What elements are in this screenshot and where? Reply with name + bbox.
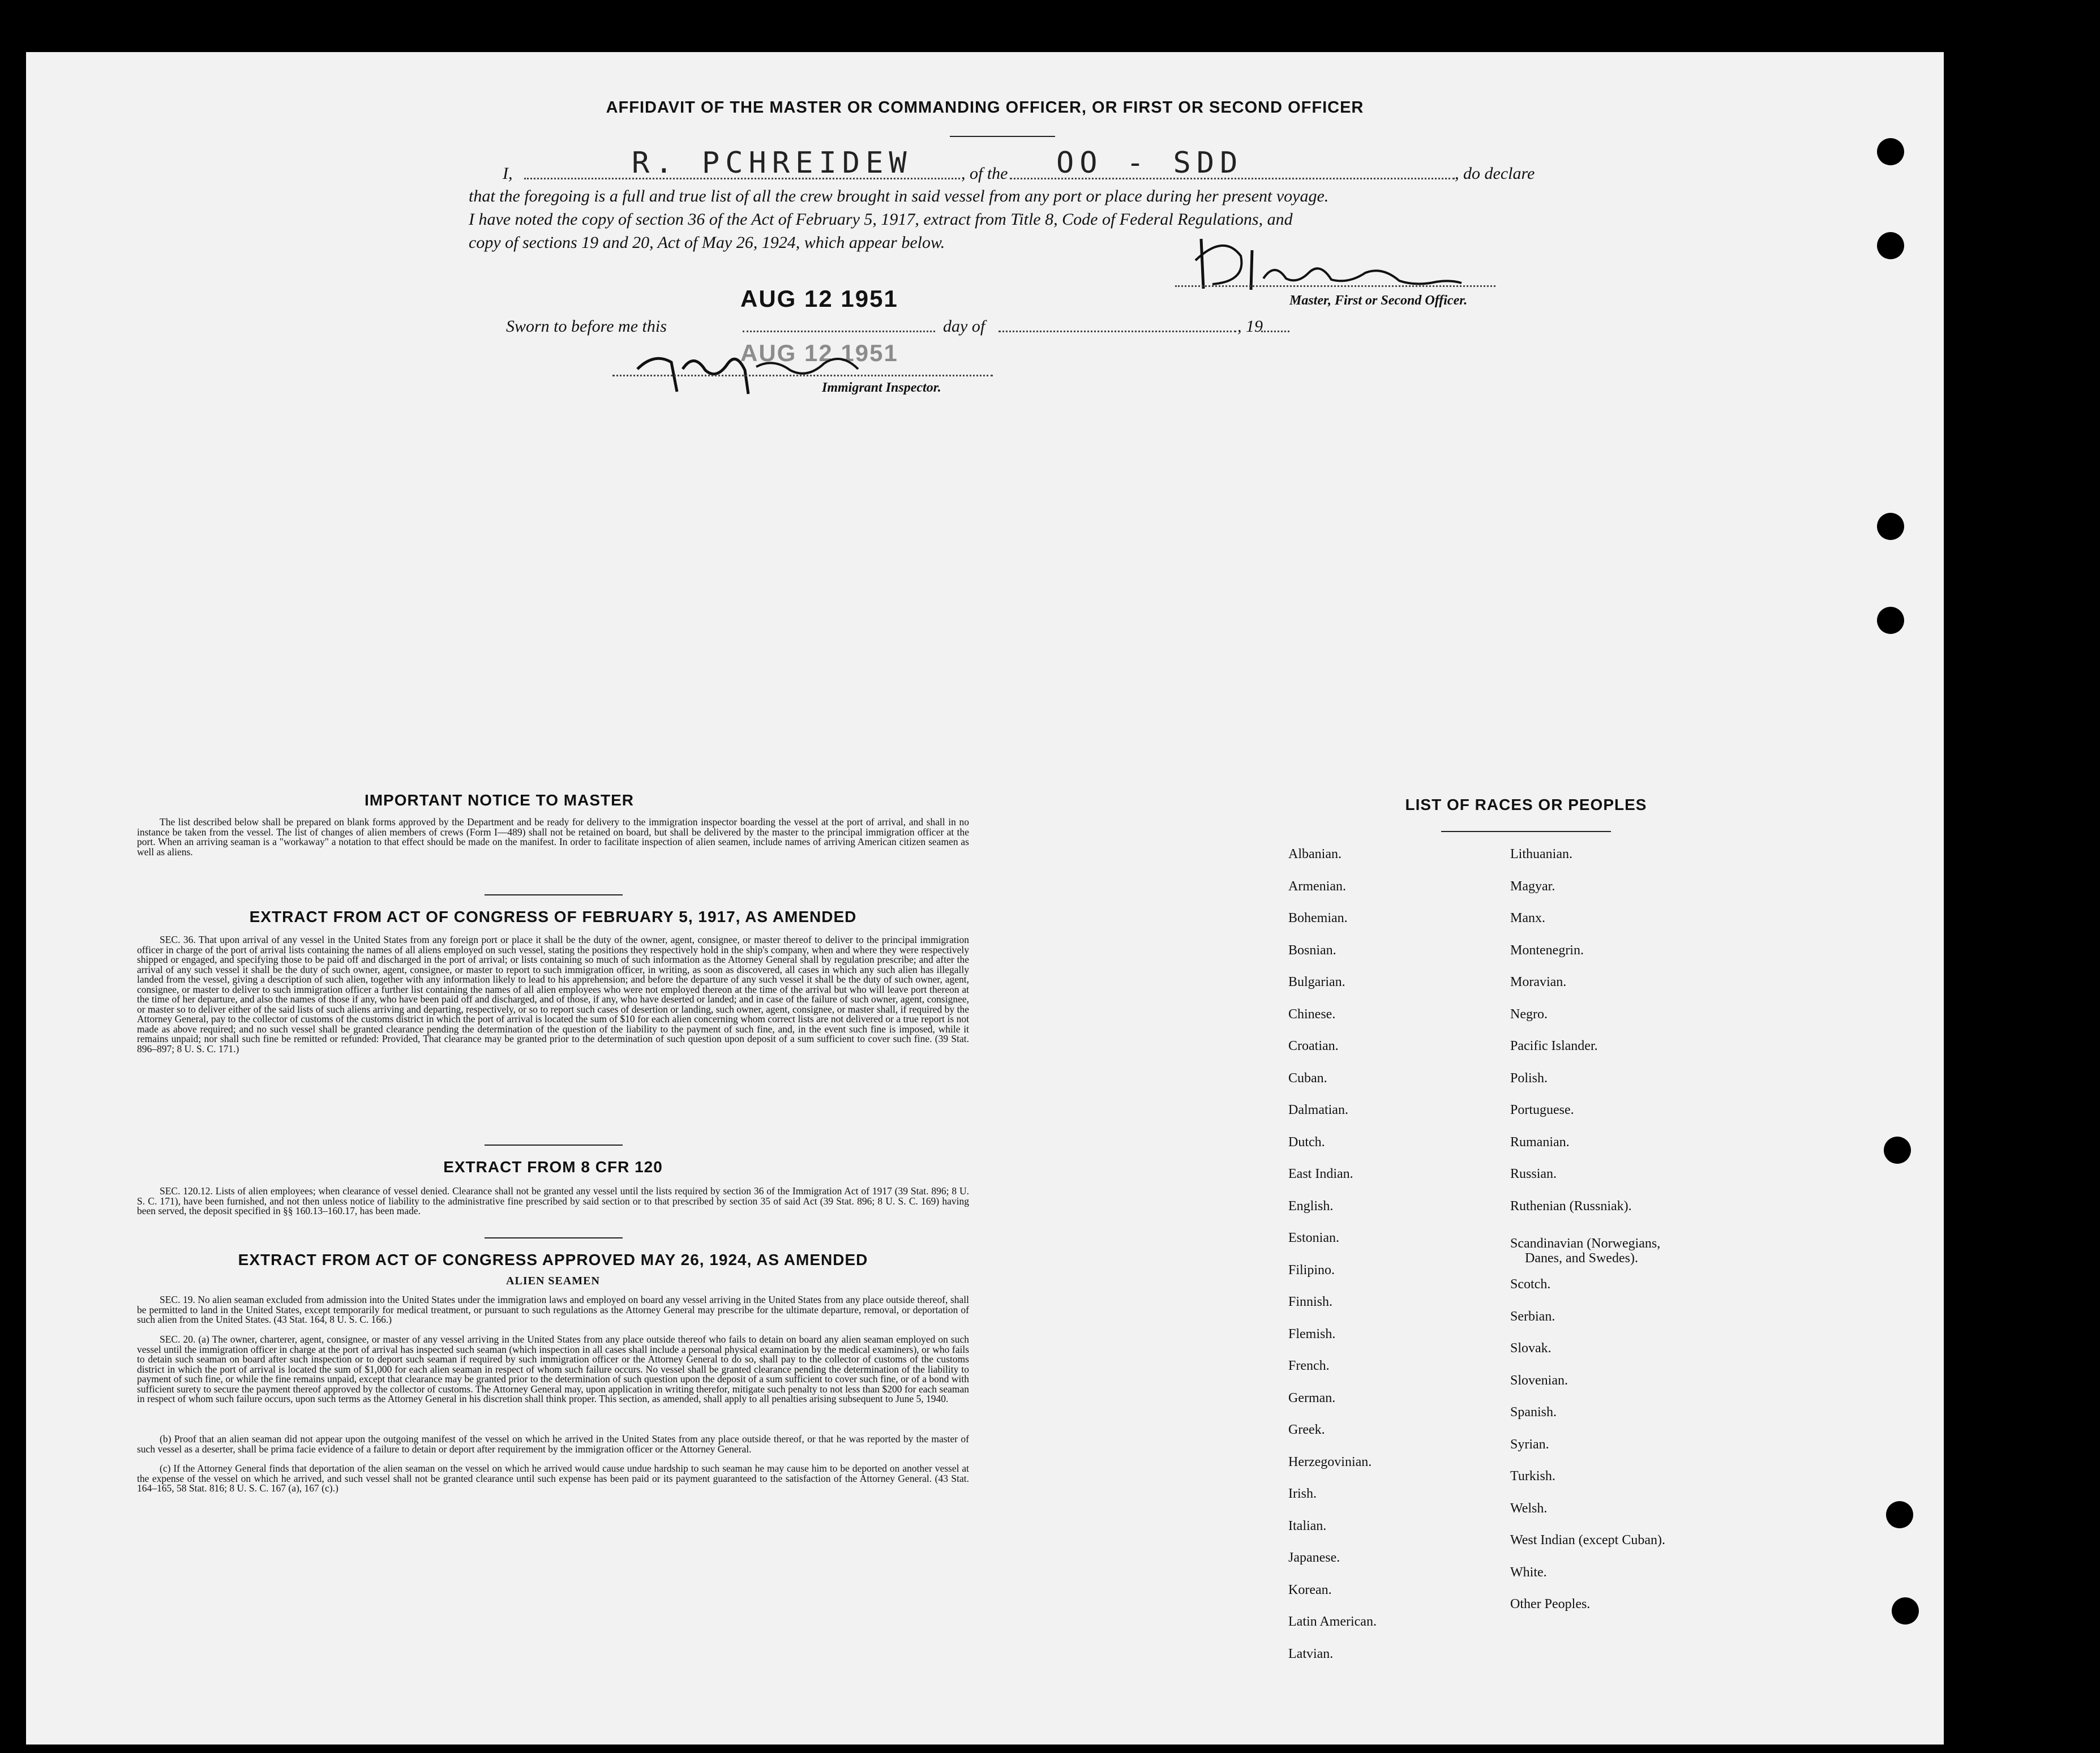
- race-item: Greek.: [1288, 1422, 1325, 1437]
- race-item: Ruthenian (Russniak).: [1510, 1198, 1632, 1214]
- sworn-day-line: [743, 331, 935, 332]
- punch-hole: [1877, 513, 1904, 540]
- extract-1924-subtitle: ALIEN SEAMEN: [506, 1275, 600, 1287]
- vessel-name: OO - SDD: [1056, 146, 1244, 180]
- race-item: Serbian.: [1510, 1309, 1555, 1324]
- races-rule: [1441, 831, 1611, 832]
- race-item: Bosnian.: [1288, 942, 1336, 958]
- punch-hole: [1884, 1137, 1911, 1164]
- inspector-signature-line: [612, 375, 993, 376]
- races-right-column: [1510, 847, 1665, 1629]
- race-item: English.: [1288, 1198, 1334, 1214]
- race-item: Albanian.: [1288, 847, 1342, 862]
- race-item: Filipino.: [1288, 1262, 1335, 1278]
- race-item: Latvian.: [1288, 1646, 1334, 1661]
- race-item: Dalmatian.: [1288, 1103, 1348, 1117]
- race-item: Herzegovinian.: [1288, 1454, 1372, 1469]
- of-the-label: , of the: [961, 164, 1008, 183]
- i-label: I,: [503, 164, 513, 183]
- master-signature-line: [1175, 285, 1495, 287]
- race-item: Japanese.: [1288, 1550, 1340, 1565]
- punch-hole: [1877, 138, 1904, 165]
- document-sheet: [26, 52, 1944, 1745]
- punch-hole: [1877, 232, 1904, 259]
- race-item: East Indian.: [1288, 1167, 1353, 1181]
- race-item: Croatian.: [1288, 1039, 1339, 1053]
- sec-20a-text: SEC. 20. (a) The owner, charterer, agent, consignee, or master of any vessel arriving in the United States from any place outside thereof who fails to detain on board any alien seaman employed on such vessel until the immigration officer in charge at the port of arrival has inspected such seaman (which inspection in all cases shall include a personal physical examination by the medical examiners), or who fails to detain such seaman on board after such inspection or to deport such seaman if required by such immigration officer or the Attorney General to do so, shall pay to the collector of customs of the customs district in which the port of arrival is located the sum of $1,000 for each alien seaman in respect of whom such failure occurs. No vessel shall be granted clearance pending the determination of the liability to payment of such fine, or while the fine remains unpaid, except that clearance may be granted prior to the determination of such question upon the deposit of a sum sufficient to cover such fine, or of a bond with sufficient surety to secure the payment thereof approved by the collector of customs. The Attorney General may, upon application in writing therefor, mitigate such penalty to not less than $200 for each seaman in respect of whom such failure occurs, upon such terms as the Attorney General in his discretion shall think proper. This section, as amended, shall apply to all penalties arising subsequent to June 5, 1940.: [137, 1334, 969, 1404]
- year-label: , 19: [1237, 317, 1263, 336]
- master-caption: Master, First or Second Officer.: [1289, 293, 1468, 308]
- race-item: Welsh.: [1510, 1501, 1548, 1516]
- date-stamp: AUG 12 1951: [740, 285, 898, 312]
- race-item: Chinese.: [1288, 1006, 1336, 1022]
- race-item: Dutch.: [1288, 1134, 1325, 1150]
- affidavit-line-3: I have noted the copy of section 36 of the Act of February 5, 1917, extract from Title 8, Code of Federal Regulations, and: [469, 210, 1293, 229]
- race-item: Flemish.: [1288, 1326, 1336, 1341]
- master-name: R. PCHREIDEW: [632, 146, 912, 180]
- notice-text: The list described below shall be prepared on blank forms approved by the Department and be ready for delivery to the immigration inspector boarding the vessel at the port of arrival, and shall in no instance be taken from the vessel. The list of changes of alien members of crews (Form I—489) shall not be retained on board, but shall be delivered by the master to the principal immigration officer at the port. When an arriving seaman is a "workaway" a notation to that effect should be made on the manifest. In order to facilitate inspection of alien seamen, include names of arriving American citizen seamen as well as aliens.: [137, 816, 969, 858]
- race-item: Turkish.: [1510, 1469, 1555, 1484]
- sworn-month-line: [998, 331, 1236, 332]
- race-item: Lithuanian.: [1510, 847, 1572, 862]
- inspector-caption: Immigrant Inspector.: [822, 380, 941, 395]
- race-item: Montenegrin.: [1510, 942, 1584, 958]
- race-item: German.: [1288, 1390, 1336, 1405]
- race-item: Russian.: [1510, 1167, 1557, 1181]
- inspector-date-stamp: AUG 12 1951: [740, 340, 898, 366]
- master-signature: [1178, 228, 1467, 301]
- sec-20b-text: (b) Proof that an alien seaman did not appear upon the outgoing manifest of the vessel on which he arrived in the United States from any place outside thereof, or that he was reported by the master of such vessel as a deserter, shall be prima facie evidence of a failure to detain or deport after requirement by the immigration officer or the Attorney General.: [137, 1433, 969, 1455]
- extract-1917-text: SEC. 36. That upon arrival of any vessel in the United States from any foreign port or place it shall be the duty of the owner, agent, consignee, or master thereof to deliver to the principal immigration officer in charge of the port of arrival lists containing the names of all aliens employed on such vessel, stating the positions they respectively hold in the ship's company, when and where they were respectively shipped or engaged, and specifying those to be paid off and discharged in the port of arrival; or lists containing so much of such information as the Attorney General shall by regulation prescribe; and after the arrival of any such vessel it shall be the duty of such owner, agent, consignee, or master to report to such immigration officer, in writing, as soon as discovered, all cases in which any such alien has illegally landed from the vessel, giving a description of such alien, together with any information likely to lead to his apprehension; and before the departure of any such vessel it shall be the duty of such owner, agent, consignee, or master to deliver to such immigration officer a further list containing the names of all alien employees who were not employed thereon at the time of the arrival but who will leave port thereon at the time of her departure, and also the names of those if any, who have been paid off and discharged, and of those, if any, who have deserted or landed; and in case of the failure of such owner, agent, consignee, or master so to deliver either of the said lists of such aliens arriving and departing, respectively, or so to report such cases of desertion or landing, such owner, agent, consignee, or master shall, if required by the Attorney General, pay to the collector of customs of the customs district in which the port of arrival is located the sum of $10 for each alien concerning whom correct lists are not delivered or a true report is not made as above required; and no such vessel shall be granted clearance pending the determination of the question of the liability to the payment of such fine, and, in the event such fine is imposed, while it remains unpaid; nor shall such fine be remitted or refunded: Provided, That clearance may be granted prior to the determination of such question upon deposit of a sum sufficient to cover such fine. (39 Stat. 896–897; 8 U. S. C. 171.): [137, 934, 969, 1055]
- race-item: Portuguese.: [1510, 1103, 1574, 1117]
- race-item: Manx.: [1510, 911, 1545, 925]
- race-item: Latin American.: [1288, 1614, 1377, 1629]
- extract-1924-title: EXTRACT FROM ACT OF CONGRESS APPROVED MAY 26, 1924, AS AMENDED: [238, 1251, 868, 1268]
- race-item: Rumanian.: [1510, 1134, 1570, 1150]
- race-item: Other Peoples.: [1510, 1597, 1591, 1611]
- race-item: French.: [1288, 1358, 1330, 1373]
- title-rule: [950, 136, 1055, 137]
- notice-rule: [485, 894, 623, 895]
- sec-19-text: SEC. 19. No alien seaman excluded from admission into the United States under the immigration laws and employed on board any vessel arriving in the United States from any place outside thereof, shall be permitted to land in the United States, except temporarily for medical treatment, or pursuant to such regulations as the Attorney General may prescribe for the ultimate departure, removal, or deportation of such alien from the United States. (43 Stat. 164, 8 U. S. C. 166.): [137, 1294, 969, 1325]
- sworn-label: Sworn to before me this: [506, 317, 667, 336]
- do-declare-label: , do declare: [1455, 164, 1535, 183]
- race-item: Estonian.: [1288, 1231, 1339, 1245]
- race-item: Slovenian.: [1510, 1373, 1568, 1388]
- extract-1917-title: EXTRACT FROM ACT OF CONGRESS OF FEBRUARY 5, 1917, AS AMENDED: [249, 908, 857, 925]
- sec-20c-text: (c) If the Attorney General finds that deportation of the alien seaman on the vessel on which he arrived would cause undue hardship to such seaman he may cause him to be deported on another vessel at the expense of the vessel on which he arrived, and such vessel shall not be granted clearance until such expense has been paid or its payment guaranteed to the satisfaction of the Attorney General. (43 Stat. 164–165, 58 Stat. 816; 8 U. S. C. 167 (a), 167 (c).): [137, 1463, 969, 1494]
- extract-cfr-rule: [485, 1237, 623, 1238]
- race-item: Danes, and Swedes).: [1525, 1251, 1638, 1266]
- race-item: Moravian.: [1510, 975, 1567, 989]
- race-item: Spanish.: [1510, 1405, 1557, 1420]
- affidavit-line-2: that the foregoing is a full and true list of all the crew brought in said vessel from any port or place during her present voyage.: [469, 187, 1329, 205]
- extract-cfr-title: EXTRACT FROM 8 CFR 120: [443, 1158, 663, 1176]
- race-item: White.: [1510, 1565, 1547, 1580]
- day-of-label: day of: [943, 317, 985, 336]
- extract-cfr-text: SEC. 120.12. Lists of alien employees; when clearance of vessel denied. Clearance shall not be granted any vessel until the lists required by section 36 of the Immigration Act of 1917 (39 Stat. 896; 8 U. S. C. 171), have been furnished, and not then unless notice of liability to the administrative fine prescribed by said section or to that prescribed by section 35 of said Act (39 Stat. 896; 8 U. S. C. 169) having been served, the deposit specified in §§ 160.13–160.17, has been made.: [137, 1185, 969, 1216]
- race-item: Cuban.: [1288, 1070, 1327, 1086]
- affidavit-line-4: copy of sections 19 and 20, Act of May 26, 1924, which appear below.: [469, 233, 945, 252]
- sworn-year-line: [1261, 331, 1289, 332]
- race-item: Scandinavian (Norwegians,: [1510, 1236, 1661, 1251]
- race-item: Scotch.: [1510, 1277, 1551, 1292]
- race-item: Syrian.: [1510, 1437, 1549, 1452]
- notice-title: IMPORTANT NOTICE TO MASTER: [364, 791, 635, 809]
- punch-hole: [1892, 1597, 1919, 1625]
- punch-hole: [1886, 1501, 1913, 1528]
- race-item: Bohemian.: [1288, 911, 1348, 925]
- races-left-column: [1288, 847, 1377, 1678]
- race-item: Pacific Islander.: [1510, 1039, 1598, 1053]
- race-item: Bulgarian.: [1288, 975, 1345, 989]
- race-item: Magyar.: [1510, 878, 1555, 894]
- race-item: Italian.: [1288, 1518, 1327, 1533]
- race-item: Polish.: [1510, 1070, 1548, 1086]
- affidavit-title: AFFIDAVIT OF THE MASTER OR COMMANDING OFFICER, OR FIRST OR SECOND OFFICER: [606, 98, 1364, 117]
- races-title: LIST OF RACES OR PEOPLES: [1405, 796, 1647, 813]
- race-item: Negro.: [1510, 1006, 1548, 1022]
- race-item: Irish.: [1288, 1486, 1317, 1501]
- punch-hole: [1877, 607, 1904, 634]
- race-item: West Indian (except Cuban).: [1510, 1533, 1665, 1548]
- race-item: Korean.: [1288, 1582, 1332, 1597]
- race-item: Slovak.: [1510, 1341, 1552, 1356]
- race-item: Finnish.: [1288, 1295, 1333, 1309]
- extract-1917-rule: [485, 1145, 623, 1146]
- race-item: Armenian.: [1288, 878, 1346, 894]
